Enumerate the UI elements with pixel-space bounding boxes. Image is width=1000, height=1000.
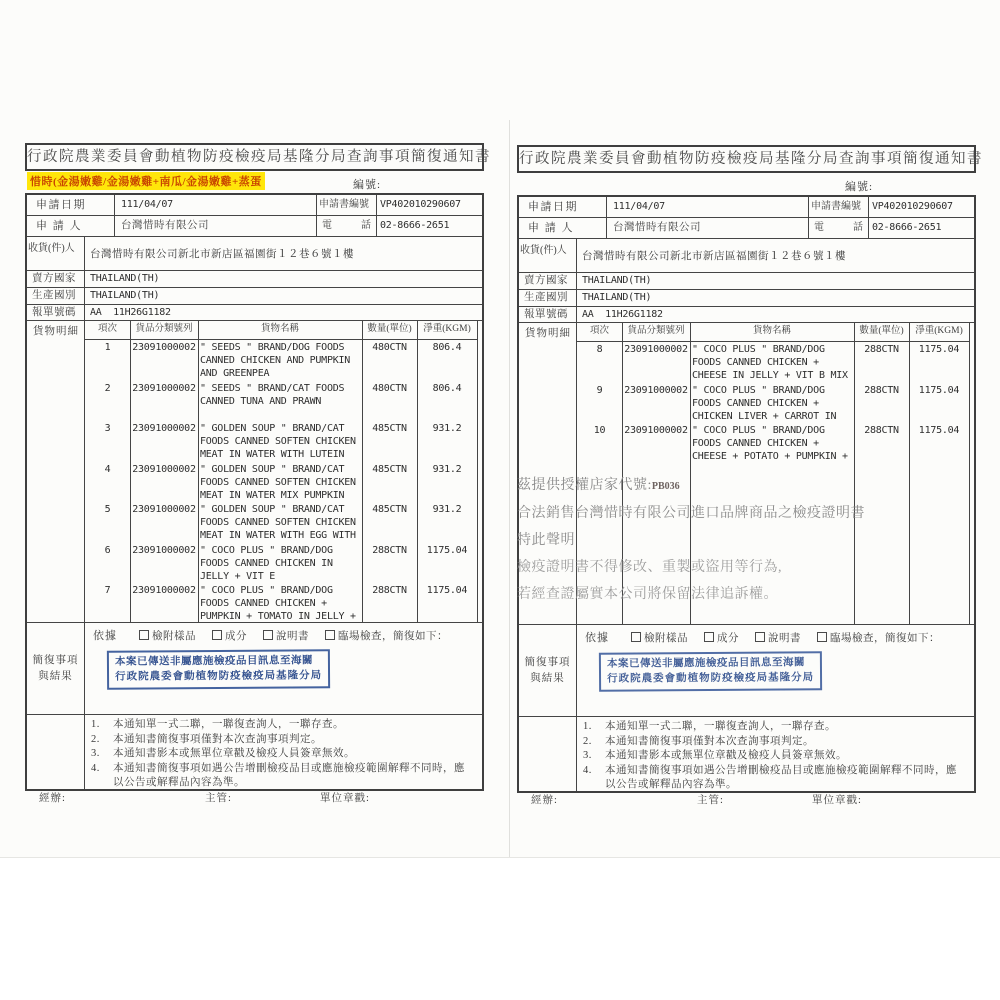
checkbox-label: 檢附樣品 <box>644 632 688 644</box>
consignee-row <box>27 237 482 271</box>
goods-header-name: 貨物名稱 <box>260 324 299 334</box>
seller-country-value: THAILAND(TH) <box>582 275 652 286</box>
item-no: 6 <box>104 544 111 556</box>
item-no: 5 <box>104 504 111 516</box>
note-item <box>91 733 474 748</box>
applicant-value: 台灣惜時有限公司 <box>607 218 809 238</box>
note-item <box>583 749 966 764</box>
note-text: 本通知書影本或無單位章戳及檢疫人員簽章無效。 <box>113 748 355 759</box>
declaration-no-label: 報單號碼 <box>519 307 577 322</box>
declaration-no-label: 報單號碼 <box>27 305 85 320</box>
goods-col-line <box>622 323 623 624</box>
item-qty: 485CTN <box>372 423 407 435</box>
stamp-line1: 本案已傳送非屬應施檢疫品目訊息至海關 <box>114 655 313 668</box>
consignee-label: 收貨(件)人 <box>519 239 577 272</box>
checkbox-label: 說明書 <box>276 630 309 642</box>
goods-table <box>577 323 974 624</box>
item-weight: 1175.04 <box>918 425 960 437</box>
item-no: 2 <box>104 382 111 394</box>
consignee-label: 收貨(件)人 <box>27 237 85 270</box>
origin-country-label: 生產國別 <box>27 288 85 304</box>
item-code: 23091000002 <box>132 463 196 475</box>
checkbox-item <box>631 630 688 645</box>
reply-label-line1: 簡復事項 <box>524 656 571 668</box>
item-weight: 1175.04 <box>918 384 960 396</box>
reply-section-label <box>27 623 85 714</box>
goods-section-label: 貨物明細 <box>27 321 85 622</box>
goods-header-weight: 淨重(KGM) <box>423 324 471 334</box>
notice-document-right <box>517 145 983 806</box>
checkbox-square-icon <box>631 632 641 642</box>
reply-section-row <box>27 623 482 715</box>
checkbox-square-icon <box>325 630 335 640</box>
checkbox-square-icon <box>755 632 765 642</box>
reply-section-label <box>519 625 577 716</box>
quarantine-office-stamp <box>599 651 822 692</box>
goods-item-row <box>85 583 482 624</box>
applicant-value: 台灣惜時有限公司 <box>115 216 317 236</box>
goods-item-row <box>85 381 482 422</box>
goods-header-qty: 數量(單位) <box>859 326 904 336</box>
checkbox-square-icon <box>212 630 222 640</box>
goods-header-name: 貨物名稱 <box>752 326 791 336</box>
goods-col-line <box>969 323 970 624</box>
phone-label-right: 話 <box>361 220 371 231</box>
watermark-line: 合法銷售台灣惜時有限公司進口品牌商品之檢疫證明書 <box>517 506 865 521</box>
note-number: 3. <box>583 750 592 761</box>
item-qty: 485CTN <box>372 504 407 516</box>
note-text: 本通知單一式二聯，一聯復查詢人，一聯存查。 <box>605 721 836 732</box>
note-number: 3. <box>91 748 100 759</box>
watermark-line: 特此聲明 <box>517 533 575 548</box>
apply-date-row <box>27 195 482 216</box>
item-weight: 806.4 <box>432 342 462 353</box>
seller-country-row <box>27 271 482 288</box>
doc-title: 行政院農業委員會動植物防疫檢疫局基隆分局查詢事項簡復通知書 <box>517 145 976 173</box>
item-name: " COCO PLUS " BRAND/DOG FOODS CANNED CHICKEN + CHICKEN LIVER + CARROT IN <box>692 384 837 422</box>
goods-detail-row <box>519 323 974 625</box>
doc-no-label: 申請書編號 <box>317 195 377 215</box>
goods-col-line <box>362 321 363 622</box>
item-no: 10 <box>593 425 606 437</box>
checkbox-item <box>212 628 247 643</box>
note-item <box>91 747 474 762</box>
checkbox-item <box>817 630 940 645</box>
item-code: 23091000002 <box>132 585 196 597</box>
basis-line <box>93 627 482 643</box>
item-name: " GOLDEN SOUP " BRAND/CAT FOODS CANNED SOFTEN CHICKEN MEAT IN WATER WITH LUTEIN <box>200 423 356 461</box>
item-name: " SEEDS " BRAND/DOG FOODS CANNED CHICKEN AND PUMPKIN AND GREENPEA <box>200 342 351 379</box>
note-text: 本通知書簡復事項僅對本次查詢事項判定。 <box>605 735 814 747</box>
note-number: 4. <box>91 762 100 774</box>
goods-header-row <box>577 323 970 342</box>
checkbox-label: 成分 <box>717 632 739 644</box>
item-name: " COCO PLUS " BRAND/DOG FOODS CANNED CHICKEN + CHEESE IN JELLY + VIT B MIX <box>692 344 848 381</box>
checkbox-label: 臨場檢查，簡復如下： <box>830 632 940 644</box>
note-number: 1. <box>583 721 592 732</box>
item-qty: 480CTN <box>372 382 407 394</box>
phone-label <box>809 218 869 238</box>
serial-number-label: 編號: <box>845 181 874 193</box>
meta-strip <box>517 173 976 195</box>
declaration-no-row <box>519 307 974 323</box>
phone-value: 02-8666-2651 <box>380 220 450 231</box>
checkbox-label: 說明書 <box>768 632 801 644</box>
item-code: 23091000002 <box>132 342 196 353</box>
goods-item-row <box>577 383 974 424</box>
goods-item-row <box>85 543 482 584</box>
checkbox-square-icon <box>704 632 714 642</box>
checkbox-item <box>325 628 448 643</box>
checkbox-item <box>139 628 196 643</box>
goods-col-line <box>909 323 910 624</box>
apply-date-value: 111/04/07 <box>607 197 809 217</box>
apply-date-label: 申請日期 <box>519 197 607 217</box>
item-qty: 485CTN <box>372 463 407 475</box>
checkbox-square-icon <box>817 632 827 642</box>
item-code: 23091000002 <box>624 344 688 355</box>
applicant-row <box>519 218 974 239</box>
notes-list <box>85 715 482 789</box>
basis-label: 依據 <box>93 630 117 642</box>
form-table <box>25 193 484 791</box>
note-number: 2. <box>583 735 592 747</box>
note-item <box>583 735 966 750</box>
item-code: 23091000002 <box>132 504 196 516</box>
goods-header-no: 項次 <box>97 324 117 334</box>
origin-country-value: THAILAND(TH) <box>90 290 160 301</box>
item-qty: 288CTN <box>372 544 407 556</box>
unit-seal-label: 單位章戳: <box>812 795 862 806</box>
form-table <box>517 195 976 793</box>
item-qty: 288CTN <box>864 384 899 396</box>
item-weight: 931.2 <box>432 423 462 435</box>
goods-col-line <box>130 321 131 622</box>
goods-item-row <box>85 421 482 462</box>
item-name: " COCO PLUS " BRAND/DOG FOODS CANNED CHICKEN + PUMPKIN + TOMATO IN JELLY + <box>200 585 356 623</box>
item-name: " GOLDEN SOUP " BRAND/CAT FOODS CANNED SOFTEN CHICKEN MEAT IN WATER MIX PUMPKIN <box>200 463 356 501</box>
goods-col-line <box>690 323 691 624</box>
goods-item-row <box>85 340 482 381</box>
notes-row <box>519 717 974 791</box>
watermark-line: 檢疫證明書不得修改、重製或盜用等行為, <box>517 560 782 575</box>
goods-header-qty: 數量(單位) <box>367 324 412 334</box>
declaration-no-value: AA 11H26G1182 <box>90 307 171 318</box>
item-qty: 288CTN <box>864 425 899 437</box>
goods-item-list <box>577 342 974 464</box>
consignee-row <box>519 239 974 273</box>
apply-date-row <box>519 197 974 218</box>
goods-item-row <box>577 423 974 464</box>
item-code: 23091000002 <box>624 425 688 437</box>
doc-no-label: 申請書編號 <box>809 197 869 217</box>
item-code: 23091000002 <box>132 382 196 394</box>
reply-label-line2: 與結果 <box>530 672 565 684</box>
item-weight: 806.4 <box>432 382 462 394</box>
note-number: 2. <box>91 733 100 745</box>
notes-empty-cell <box>27 715 85 789</box>
goods-header-row <box>85 321 478 340</box>
checkbox-square-icon <box>263 630 273 640</box>
item-weight: 931.2 <box>432 463 462 475</box>
goods-table <box>85 321 482 622</box>
unit-seal-label: 單位章戳: <box>320 793 370 804</box>
origin-country-row <box>27 288 482 305</box>
phone-label-left: 電 <box>814 222 824 233</box>
note-text: 本通知書簡復事項如遇公告增刪檢疫品目或應施檢疫範圍解釋不同時，應以公告或解釋品內容為準。 <box>113 762 465 788</box>
quarantine-office-stamp <box>107 649 330 690</box>
goods-header-code: 貨品分類號列 <box>627 326 685 336</box>
note-text: 本通知書影本或無單位章戳及檢疫人員簽章無效。 <box>605 750 847 761</box>
goods-item-list <box>85 340 482 624</box>
item-no: 3 <box>104 423 111 435</box>
notes-list <box>577 717 974 791</box>
item-weight: 931.2 <box>432 504 462 516</box>
seller-country-row <box>519 273 974 290</box>
item-no: 7 <box>104 585 111 597</box>
goods-detail-row <box>27 321 482 623</box>
basis-line <box>585 629 974 645</box>
goods-item-row <box>85 502 482 543</box>
item-name: " COCO PLUS " BRAND/DOG FOODS CANNED CHICKEN IN JELLY + VIT E <box>200 544 333 582</box>
goods-col-line <box>198 321 199 622</box>
goods-item-row <box>577 342 974 383</box>
note-item <box>91 718 474 733</box>
checkbox-list <box>139 628 448 643</box>
item-name: " GOLDEN SOUP " BRAND/CAT FOODS CANNED SOFTEN CHICKEN MEAT IN WATER WITH EGG WITH <box>200 504 356 542</box>
note-item <box>583 720 966 735</box>
item-code: 23091000002 <box>624 384 688 396</box>
phone-label-left: 電 <box>322 220 332 231</box>
reply-label-line2: 與結果 <box>38 670 73 682</box>
notes-row <box>27 715 482 789</box>
watermark-store-code: PB036 <box>651 481 680 492</box>
applicant-row <box>27 216 482 237</box>
applicant-label: 申 請 人 <box>27 216 115 236</box>
note-text: 本通知書簡復事項如遇公告增刪檢疫品目或應施檢疫範圍解釋不同時，應以公告或解釋品內容為準。 <box>605 764 957 790</box>
note-number: 1. <box>91 719 100 730</box>
checkbox-label: 成分 <box>225 630 247 642</box>
phone-value: 02-8666-2651 <box>872 222 942 233</box>
note-number: 4. <box>583 764 592 776</box>
item-weight: 1175.04 <box>426 544 468 556</box>
goods-section-label: 貨物明細 <box>519 323 577 624</box>
consignee-value: 台灣惜時有限公司新北市新店區福園街１２巷６號１樓 <box>90 249 354 260</box>
meta-strip <box>25 171 484 193</box>
handler-label: 經辦: <box>39 793 66 804</box>
checkbox-square-icon <box>139 630 149 640</box>
doc-title: 行政院農業委員會動植物防疫檢疫局基隆分局查詢事項簡復通知書 <box>25 143 484 171</box>
checkbox-list <box>631 630 940 645</box>
item-name: " COCO PLUS " BRAND/DOG FOODS CANNED CHICKEN + CHEESE + POTATO + PUMPKIN + <box>692 425 848 463</box>
apply-date-label: 申請日期 <box>27 195 115 215</box>
origin-country-label: 生產國別 <box>519 290 577 306</box>
phone-label-right: 話 <box>853 222 863 233</box>
checkbox-label: 臨場檢查，簡復如下： <box>338 630 448 642</box>
basis-label: 依據 <box>585 632 609 644</box>
item-code: 23091000002 <box>132 423 196 435</box>
item-code: 23091000002 <box>132 544 196 556</box>
goods-col-line <box>417 321 418 622</box>
seller-country-value: THAILAND(TH) <box>90 273 160 284</box>
notes-empty-cell <box>519 717 577 791</box>
supervisor-label: 主管: <box>205 793 232 804</box>
checkbox-item <box>263 628 309 643</box>
item-weight: 1175.04 <box>426 585 468 597</box>
page-divider-line <box>509 120 510 857</box>
checkbox-item <box>755 630 801 645</box>
doc-no-value: VP402010290607 <box>872 201 953 212</box>
item-no: 9 <box>596 384 603 396</box>
item-name: " SEEDS " BRAND/CAT FOODS CANNED TUNA AND PRAWN <box>200 382 345 407</box>
serial-number-label: 編號: <box>353 179 382 191</box>
goods-header-no: 項次 <box>589 326 609 336</box>
supervisor-label: 主管: <box>697 795 724 806</box>
origin-country-row <box>519 290 974 307</box>
phone-label <box>317 216 377 236</box>
stamp-line2: 行政院農委會動植物防疫檢疫局基隆分局 <box>607 672 815 685</box>
stamp-line2: 行政院農委會動植物防疫檢疫局基隆分局 <box>115 670 323 683</box>
item-qty: 288CTN <box>372 585 407 597</box>
item-weight: 1175.04 <box>918 344 960 355</box>
seller-country-label: 賣方國家 <box>27 271 85 287</box>
item-no: 4 <box>104 463 111 475</box>
watermark-code-prefix: 茲提供授權店家代號: <box>517 478 652 493</box>
item-no: 1 <box>104 342 111 353</box>
consignee-value: 台灣惜時有限公司新北市新店區福園街１２巷６號１樓 <box>582 251 846 262</box>
goods-item-row <box>85 462 482 503</box>
declaration-no-value: AA 11H26G1182 <box>582 309 663 320</box>
goods-col-line <box>477 321 478 622</box>
handler-label: 經辦: <box>531 795 558 806</box>
stamp-line1: 本案已傳送非屬應施檢疫品目訊息至海關 <box>606 657 805 670</box>
goods-header-weight: 淨重(KGM) <box>915 326 963 336</box>
seller-country-label: 賣方國家 <box>519 273 577 289</box>
reply-section-row <box>519 625 974 717</box>
applicant-label: 申 請 人 <box>519 218 607 238</box>
checkbox-item <box>704 630 739 645</box>
declaration-no-row <box>27 305 482 321</box>
watermark-line: 若經查證屬實本公司將保留法律追訴權。 <box>517 587 778 602</box>
note-text: 本通知書簡復事項僅對本次查詢事項判定。 <box>113 733 322 745</box>
goods-header-code: 貨品分類號列 <box>135 324 193 334</box>
note-item <box>91 762 474 791</box>
origin-country-value: THAILAND(TH) <box>582 292 652 303</box>
doc-no-value: VP402010290607 <box>380 199 461 210</box>
reply-content <box>577 625 974 716</box>
checkbox-label: 檢附樣品 <box>152 630 196 642</box>
item-qty: 288CTN <box>864 344 899 355</box>
item-qty: 480CTN <box>372 342 407 353</box>
reply-content <box>85 623 482 714</box>
note-text: 本通知單一式二聯，一聯復查詢人，一聯存查。 <box>113 719 344 730</box>
note-item <box>583 764 966 793</box>
apply-date-value: 111/04/07 <box>115 195 317 215</box>
reply-label-line1: 簡復事項 <box>32 654 79 666</box>
item-no: 8 <box>596 344 603 355</box>
goods-col-line <box>854 323 855 624</box>
highlighted-product-note: 惜時(金湯嫩雞/金湯嫩雞+南瓜/金湯嫩雞+蒸蛋 <box>27 172 265 190</box>
notice-document-left <box>25 143 491 804</box>
